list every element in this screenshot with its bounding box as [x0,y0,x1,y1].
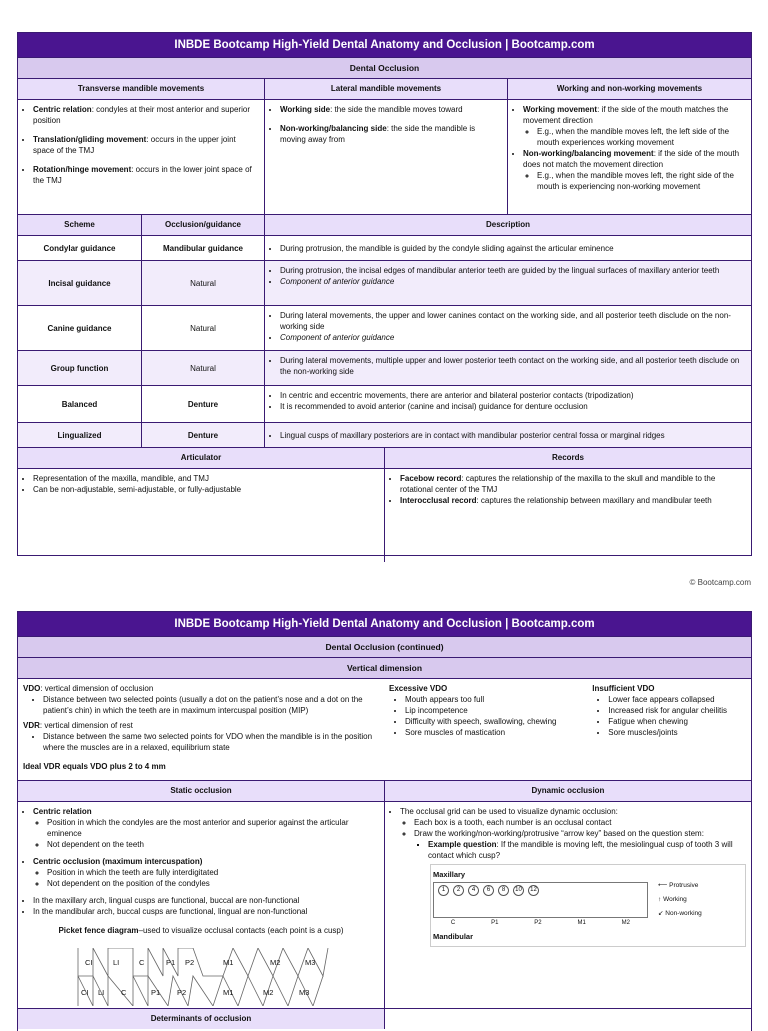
desc-line: • Lingual cusps of maxillary posteriors are in contact with mandibular posterior central fossa or marginal ridges [280,430,665,441]
bullet: • Sore muscles/joints [608,727,746,738]
insufficient-column [592,683,746,776]
term: Non-working/balancing side [280,124,387,133]
ideal-vdr: Ideal VDR equals VDO plus 2 to 4 mm [23,762,166,771]
def: : the side the mandible moves toward [330,105,463,114]
section-band-vertical: Vertical dimension [18,657,751,678]
bullet: • Mouth appears too full [405,694,592,705]
lateral-content [264,100,507,214]
tooth-label: M3 [299,988,310,997]
tooth-label: M1 [223,988,234,997]
section-band-dental-occlusion: Dental Occlusion [18,57,751,78]
picket-title: Picket fence diagram [58,926,139,935]
contact-circle: 6 [483,885,494,896]
grid-left [433,867,648,929]
tooth-label: M3 [305,958,316,967]
header-dynamic: Dynamic occlusion [384,781,751,801]
contact-circle: 1 [438,885,449,896]
sub-bullet: ◦ Not dependent on the teeth [47,839,379,850]
term: Working side [280,105,331,114]
table-row [18,235,751,260]
header-records: Records [384,448,751,468]
sub-bullet: ◦ Not dependent on the position of the condyles [47,878,379,889]
term: Translation/gliding movement [33,135,147,144]
tooth-label: P2 [177,988,187,997]
scheme-description [264,386,751,422]
tooth-label: M1 [223,958,234,967]
table-row [18,260,751,305]
sub-bullet: Draw the working/non-working/protrusive “arrow key” based on the question stem: [414,829,704,838]
picket-desc: –used to visualize occlusal contacts (each point is a cusp) [138,926,344,935]
up-arrow-icon: ↑ [658,896,664,903]
grid-mandibular-label: Mandibular [433,932,474,941]
desc-line: • Component of anterior guidance [280,276,746,287]
header-transverse: Transverse mandible movements [18,79,264,99]
sub-bullet: ◦ Each box is a tooth, each number is an occlusal contact [414,817,746,828]
contact-circle: 4 [468,885,479,896]
grid-teeth-labels [433,918,648,929]
tooth-label: C [139,958,145,967]
scheme-occlusion: Denture [141,423,264,447]
contact-circle: 10 [513,885,524,896]
desc-line: • During lateral movements, the upper and lower canines contact on the working side, and all posterior teeth disclude on the non-working side [280,310,746,332]
co-title: Centric occlusion (maximum intercuspation) [33,857,203,866]
header-articulator: Articulator [18,448,384,468]
tooth-label: CI [81,988,89,997]
example: ◦ E.g., when the mandible moves left, the left side of the mouth experiences working movement [537,126,746,148]
bullet: • Difficulty with speech, swallowing, chewing [405,716,592,727]
vdo-vdr-column [23,683,385,776]
tooth-label: C [450,920,456,926]
page-title: INBDE Bootcamp High-Yield Dental Anatomy and Occlusion | Bootcamp.com [18,612,751,636]
table-row [18,422,751,447]
tooth-label: M2 [263,988,274,997]
desc-line: • During protrusion, the incisal edges of mandibular anterior teeth are guided by the lingual surfaces of maxillary anterior teeth [280,265,746,276]
desc-line: • In centric and eccentric movements, there are anterior and bilateral posterior contacts (tripodization) [280,390,746,401]
bullet: • Representation of the maxilla, mandible, and TMJ [33,473,379,484]
scheme-name: Group function [50,363,109,373]
table-row [18,350,751,385]
tooth-label: P1 [151,988,161,997]
scheme-occlusion: Natural [141,261,264,305]
term: Working movement [523,105,598,114]
header-working: Working and non-working movements [507,79,751,99]
scheme-description [264,261,751,305]
scheme-name: Lingualized [57,430,102,440]
header-scheme: Scheme [18,215,141,235]
tooth-label: M2 [621,920,631,926]
contact-circle: 12 [528,885,539,896]
example: ◦ E.g., when the mandible moves left, the right side of the mouth is experiencing non-working movement [537,170,746,192]
sub-bullet: ◦ Position in which the teeth are fully interdigitated [47,867,379,878]
desc-line: • It is recommended to avoid anterior (canine and incisal) guidance for denture occlusion [280,401,746,412]
scheme-description [264,306,751,350]
sub-bullet: ◦ Position in which the condyles are the most anterior and superior against the articular eminence [47,817,379,839]
scheme-name: Condylar guidance [43,243,116,253]
vdr-sub: • Distance between the same two selected points for VDO when the mandible is in the position where the muscles are in a relaxed, equilibrium state [43,731,385,753]
grid-maxillary-label: Maxillary [433,870,466,879]
example-label: Example question [428,840,497,849]
scheme-occlusion: Mandibular guidance [141,236,264,260]
def: : the side the mandible is moving away from [280,124,476,144]
scheme-description [264,236,751,260]
vdo-label: VDO [23,684,41,693]
def: : captures the relationship between maxillary and mandibular teeth [476,496,712,505]
bullet: • Lip incompetence [405,705,592,716]
copyright: © Bootcamp.com [689,578,751,587]
contact-circle: 2 [453,885,464,896]
tooth-label: P1 [166,958,176,967]
header-static: Static occlusion [18,781,384,801]
section-band-continued: Dental Occlusion (continued) [18,636,751,657]
records-content [384,469,751,562]
scheme-name: Balanced [61,399,98,409]
picket-caption [23,925,379,936]
def: : occurs in the lower joint space of the TMJ [33,165,252,185]
page-two-table [17,611,752,1031]
term: Rotation/hinge movement [33,165,132,174]
scheme-name: Canine guidance [47,323,112,333]
empty-cell [384,1009,751,1029]
desc-line: • During lateral movements, multiple upper and lower posterior teeth contact on the working side, and all posterior teeth disclude on the non-working side [280,355,746,377]
header-description: Description [264,215,751,235]
vertical-dimension-content [18,679,751,780]
excessive-title: Excessive VDO [388,684,448,693]
vdr-def: : vertical dimension of rest [39,721,133,730]
left-arrow-icon: ⟵ [658,882,670,889]
def: : occurs in the upper joint space of the TMJ [33,135,236,155]
tooth-label: LI [113,958,120,967]
table-row [18,385,751,422]
tooth-label: P2 [185,958,195,967]
occlusal-grid [430,864,746,947]
diagonal-arrow-icon: ↙ [658,910,666,917]
term: Centric relation [33,105,92,114]
scheme-occlusion: Natural [141,306,264,350]
working-content [507,100,751,214]
bullet: • Lower face appears collapsed [608,694,746,705]
legend-label: Working [663,896,687,903]
tooth-label: P1 [491,920,499,926]
bullet: • Fatigue when chewing [608,716,746,727]
tooth-label: LI [98,988,105,997]
vdo-sub: • Distance between two selected points (usually a dot on the patient’s nose and a dot on the patient’s chin) in which the teeth are in maximum intercuspal position (MIP) [43,694,385,716]
transverse-content [18,100,264,214]
def: : if the side of the mouth matches the movement direction [523,105,729,125]
term: Interocclusal record [400,496,477,505]
tooth-label: CI [85,958,93,967]
maxillary-line: • In the maxillary arch, lingual cusps are functional, buccal are non-functional [33,895,379,906]
cr-title: Centric relation [33,807,92,816]
articulator-content [18,469,384,562]
scheme-description [264,351,751,385]
scheme-occlusion: Denture [141,386,264,422]
desc-line: • Component of anterior guidance [280,332,746,343]
term: Facebow record [400,474,462,483]
tooth-label: P2 [534,920,542,926]
bullet: • Can be non-adjustable, semi-adjustable, or fully-adjustable [33,484,379,495]
header-occlusion: Occlusion/guidance [141,215,264,235]
legend-label: Non-working [665,910,702,917]
grid-legend [648,867,702,929]
picket-fence-diagram [73,948,333,1006]
tooth-label: M1 [577,920,586,926]
legend-label: Protrusive [669,882,699,889]
vdo-def: : vertical dimension of occlusion [40,684,154,693]
page-title: INBDE Bootcamp High-Yield Dental Anatomy and Occlusion | Bootcamp.com [18,33,751,57]
vdr-label: VDR [23,721,40,730]
page-one-table [17,32,752,556]
dynamic-content [384,802,751,1008]
scheme-description [264,423,751,447]
desc-line: • During protrusion, the mandible is guided by the condyle sliding against the articular eminence [280,243,614,254]
contact-circle: 8 [498,885,509,896]
tooth-label: M2 [270,958,281,967]
bullet: • Sore muscles of mastication [405,727,592,738]
scheme-name: Incisal guidance [48,278,111,288]
header-lateral: Lateral mandible movements [264,79,507,99]
dyn-main: The occlusal grid can be used to visualize dynamic occlusion: [400,807,618,816]
insufficient-title: Insufficient VDO [592,684,655,693]
term: Non-working/balancing movement [523,149,654,158]
example-text: : If the mandible is moving left, the mesiolingual cusp of tooth 3 will contact which cusp? [428,840,733,860]
bullet: • Increased risk for angular cheilitis [608,705,746,716]
maxillary-grid [433,882,648,918]
mandibular-line: • In the mandibular arch, buccal cusps are functional, lingual are non-functional [33,906,379,917]
def: : condyles at their most anterior and superior position [33,105,250,125]
header-determinants: Determinants of occlusion [18,1009,384,1029]
excessive-column [385,683,592,776]
tooth-label: C [121,988,127,997]
def: : if the side of the mouth does not match the movement direction [523,149,740,169]
table-row [18,305,751,350]
def: : captures the relationship of the maxilla to the skull and mandible to the rotational center of the TMJ [400,474,716,494]
static-content [18,802,384,1008]
scheme-occlusion: Natural [141,351,264,385]
